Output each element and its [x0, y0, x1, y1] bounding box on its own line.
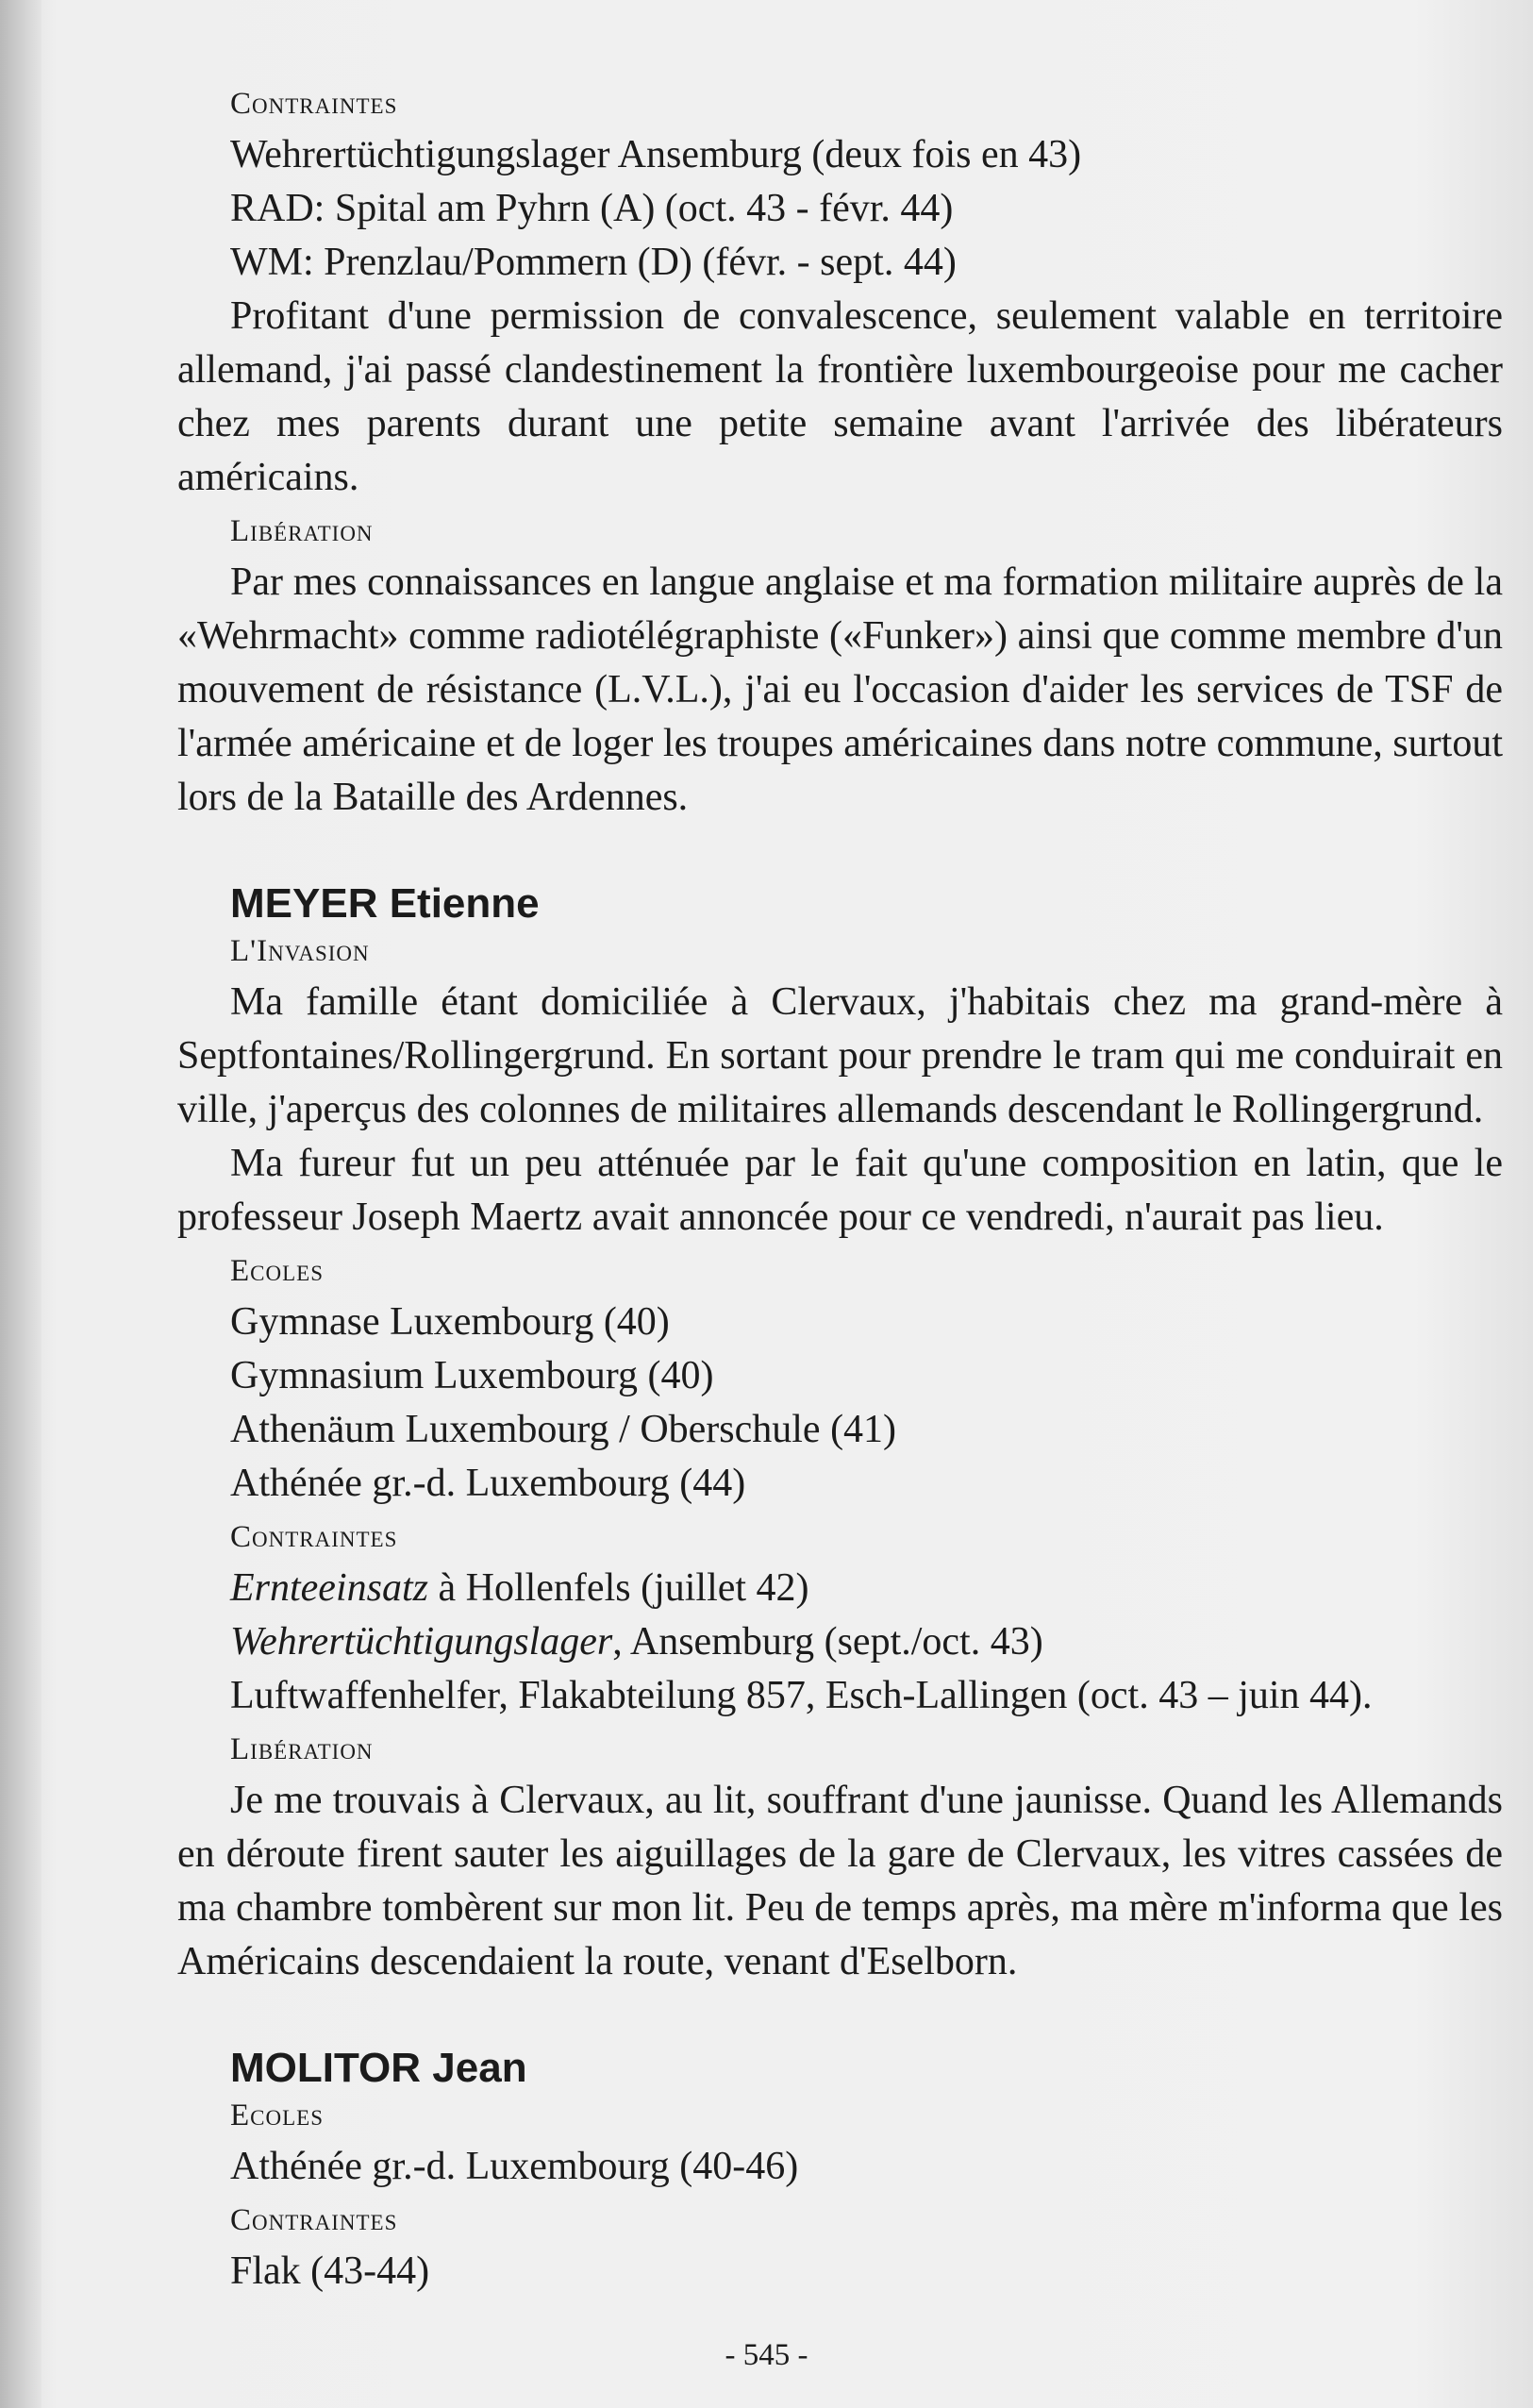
- section-label-ecoles: Ecoles: [230, 2099, 324, 2132]
- section-label-liberation: Libération: [230, 1732, 374, 1766]
- contrainte-italic: Ernteeinsatz: [230, 1566, 428, 1610]
- contrainte-item: [230, 1615, 1503, 1669]
- contrainte-item: WM: Prenzlau/Pommern (D) (févr. - sept. 44): [230, 241, 957, 284]
- contrainte-item: [230, 1562, 1503, 1615]
- contrainte-italic: Wehrertüchtigungslager: [230, 1620, 613, 1664]
- paragraph: Ma famille étant domiciliée à Clervaux, j'habitais chez ma grand-mère à Septfontaines/Rollingergrund. En sortant pour prendre le tram qui me conduirait en ville, j'aperçus des colonnes de militaires allemands descendant le Rollingergrund.: [177, 980, 1503, 1131]
- person-heading-meyer: MEYER Etienne: [230, 880, 540, 927]
- section-label-contraintes: Contraintes: [230, 1520, 398, 1554]
- contrainte-item: Luftwaffenhelfer, Flakabteilung 857, Esch-Lallingen (oct. 43 – juin 44).: [230, 1674, 1373, 1717]
- paragraph: Je me trouvais à Clervaux, au lit, souffrant d'une jaunisse. Quand les Allemands en déroute firent sauter les aiguillages de la gare de Clervaux, les vitres cassées de ma chambre tombèrent sur mon lit. Peu de temps après, ma mère m'informa que les Américains descendaient la route, venant d'Eselborn.: [177, 1779, 1503, 1983]
- contrainte-item: Flak (43-44): [230, 2249, 430, 2293]
- ecole-item: Athénée gr.-d. Luxembourg (40-46): [230, 2145, 799, 2188]
- ecole-item: Athénée gr.-d. Luxembourg (44): [230, 1462, 746, 1505]
- ecole-item: Gymnase Luxembourg (40): [230, 1300, 670, 1344]
- ecole-item: Gymnasium Luxembourg (40): [230, 1354, 714, 1397]
- contrainte-text: , Ansemburg (sept./oct. 43): [612, 1620, 1043, 1664]
- paragraph: Par mes connaissances en langue anglaise et ma formation militaire auprès de la «Wehrmacht» comme radiotélégraphiste («Funker») ainsi que comme membre d'un mouvement de résistance (L.V.L.), j'ai eu l'occasion d'aider les services de TSF de l'armée américaine et de loger les troupes américaines dans notre commune, surtout lors de la Bataille des Ardennes.: [177, 560, 1503, 819]
- section-label-contraintes: Contraintes: [230, 87, 398, 121]
- book-spine-shadow: [0, 0, 42, 2408]
- section-label-ecoles: Ecoles: [230, 1254, 324, 1288]
- section-label-liberation: Libération: [230, 514, 374, 548]
- ecole-item: Athenäum Luxembourg / Oberschule (41): [230, 1408, 897, 1451]
- section-label-invasion: L'Invasion: [230, 934, 370, 968]
- page-content: [177, 83, 1503, 2299]
- contrainte-item: Wehrertüchtigungslager Ansemburg (deux fois en 43): [230, 133, 1082, 176]
- paragraph: Profitant d'une permission de convalescence, seulement valable en territoire allemand, j'ai passé clandestinement la frontière luxembourgeoise pour me cacher chez mes parents durant une petite semaine avant l'arrivée des libérateurs américains.: [177, 294, 1503, 499]
- page-number: - 545 -: [725, 2338, 808, 2372]
- person-heading-molitor: MOLITOR Jean: [230, 2045, 527, 2091]
- contrainte-item: RAD: Spital am Pyhrn (A) (oct. 43 - févr. 44): [230, 187, 954, 230]
- contrainte-text: à Hollenfels (juillet 42): [427, 1566, 809, 1610]
- paragraph: Ma fureur fut un peu atténuée par le fait qu'une composition en latin, que le professeur Joseph Maertz avait annoncée pour ce vendredi, n'aurait pas lieu.: [177, 1142, 1503, 1239]
- section-label-contraintes: Contraintes: [230, 2203, 398, 2237]
